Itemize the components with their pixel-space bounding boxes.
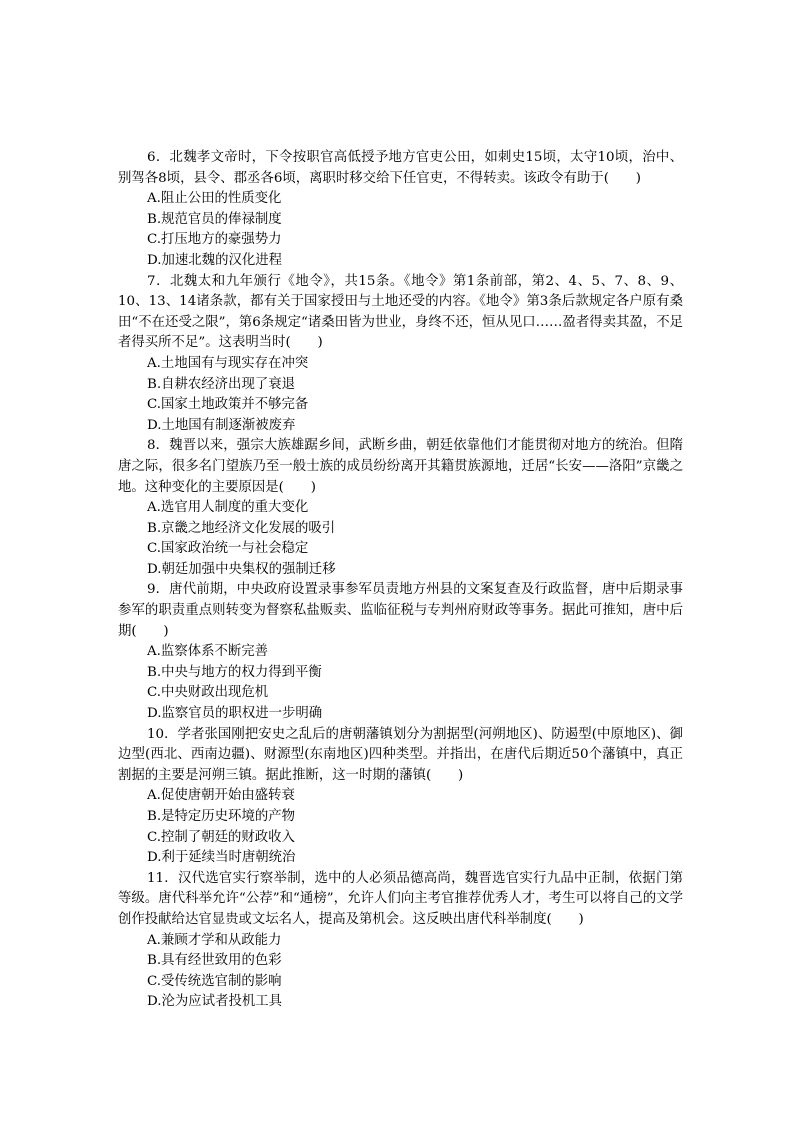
question-list xyxy=(118,148,683,1013)
question-10 xyxy=(118,725,683,869)
option-c: C.中央财政出现危机 xyxy=(147,685,269,701)
option-a: A.促使唐朝开始由盛转衰 xyxy=(147,788,295,804)
option-d: D.加速北魏的汉化进程 xyxy=(147,252,283,268)
option-d: D.土地国有制逐渐被废弃 xyxy=(147,417,296,433)
option-d: D.利于延续当时唐朝统治 xyxy=(147,850,296,866)
question-8 xyxy=(118,436,683,580)
option-b: B.自耕农经济出现了衰退 xyxy=(147,376,296,392)
option-a: A.监察体系不断完善 xyxy=(147,644,269,660)
question-stem: 10．学者张国刚把安史之乱后的唐朝藩镇划分为割据型(河朔地区)、防遏型(中原地区)、御边型(西北、西南边疆)、财源型(东南地区)四种类型。并指出，在唐代后期近50个藩镇中，真正割据的主要是河朔三镇。据此推断，这一时期的藩镇( ) xyxy=(118,726,683,783)
option-a: A.土地国有与现实存在冲突 xyxy=(147,355,309,371)
question-stem: 6．北魏孝文帝时，下令按职官高低授予地方官吏公田，如刺史15顷，太守10顷，治中、别驾各8顷，县令、郡丞各6顷，离职时移交给下任官吏，不得转卖。该政令有助于( ) xyxy=(118,150,683,186)
option-d: D.沦为应试者投机工具 xyxy=(147,994,283,1010)
option-d: D.朝廷加强中央集权的强制迁移 xyxy=(147,561,336,577)
option-a: A.兼顾才学和从政能力 xyxy=(147,932,282,948)
option-c: C.控制了朝廷的财政收入 xyxy=(147,829,295,845)
option-c: C.国家土地政策并不够完备 xyxy=(147,397,309,413)
question-7 xyxy=(118,272,683,437)
option-a: A.选官用人制度的重大变化 xyxy=(147,500,309,516)
option-b: B.规范官员的俸禄制度 xyxy=(147,211,282,227)
option-b: B.中央与地方的权力得到平衡 xyxy=(147,664,322,680)
option-d: D.监察官员的职权进一步明确 xyxy=(147,706,323,722)
option-c: C.受传统选官制的影响 xyxy=(147,973,282,989)
question-6 xyxy=(118,148,683,272)
option-b: B.是特定历史环境的产物 xyxy=(147,809,296,824)
question-stem: 8．魏晋以来，强宗大族雄踞乡间，武断乡曲，朝廷依靠他们才能贯彻对地方的统治。但隋唐之际，很多名门望族乃至一般士族的成员纷纷离开其籍贯族源地，迁居“长安——洛阳”京畿之地。这种变化的主要原因是( ) xyxy=(118,438,683,495)
option-c: C.国家政治统一与社会稳定 xyxy=(147,541,309,557)
option-b: B.京畿之地经济文化发展的吸引 xyxy=(147,520,336,536)
question-stem: 11．汉代选官实行察举制，选中的人必须品德高尚，魏晋选官实行九品中正制，依据门第等级。唐代科举允许“公荐”和“通榜”，允许人们向主考官推荐优秀人才，考生可以将自己的文学创作投献给达官显贵或文坛名人，提高及第机会。这反映出唐代科举制度( ) xyxy=(118,870,683,927)
option-c: C.打压地方的豪强势力 xyxy=(147,232,282,248)
option-b: B.具有经世致用的色彩 xyxy=(147,953,282,969)
question-stem: 7．北魏太和九年颁行《地令》，共15条。《地令》第1条前部，第2、4、5、7、8、9、10、13、14诸条款，都有关于国家授田与土地还受的内容。《地令》第3条后款规定各户原有桑田“不在还受之限”，第6条规定“诸桑田皆为世业，身终不还，恒从见口……盈者得卖其盈，不足者得买所不足”。这表明当时( ) xyxy=(118,273,683,351)
option-a: A.阻止公田的性质变化 xyxy=(147,191,282,207)
question-9 xyxy=(118,580,683,724)
question-stem: 9．唐代前期，中央政府设置录事参军员责地方州县的文案复查及行政监督，唐中后期录事参军的职责重点则转变为督察私盐贩卖、监临征税与专判州府财政等事务。据此可推知，唐中后期( ) xyxy=(118,582,683,639)
question-11 xyxy=(118,869,683,1013)
